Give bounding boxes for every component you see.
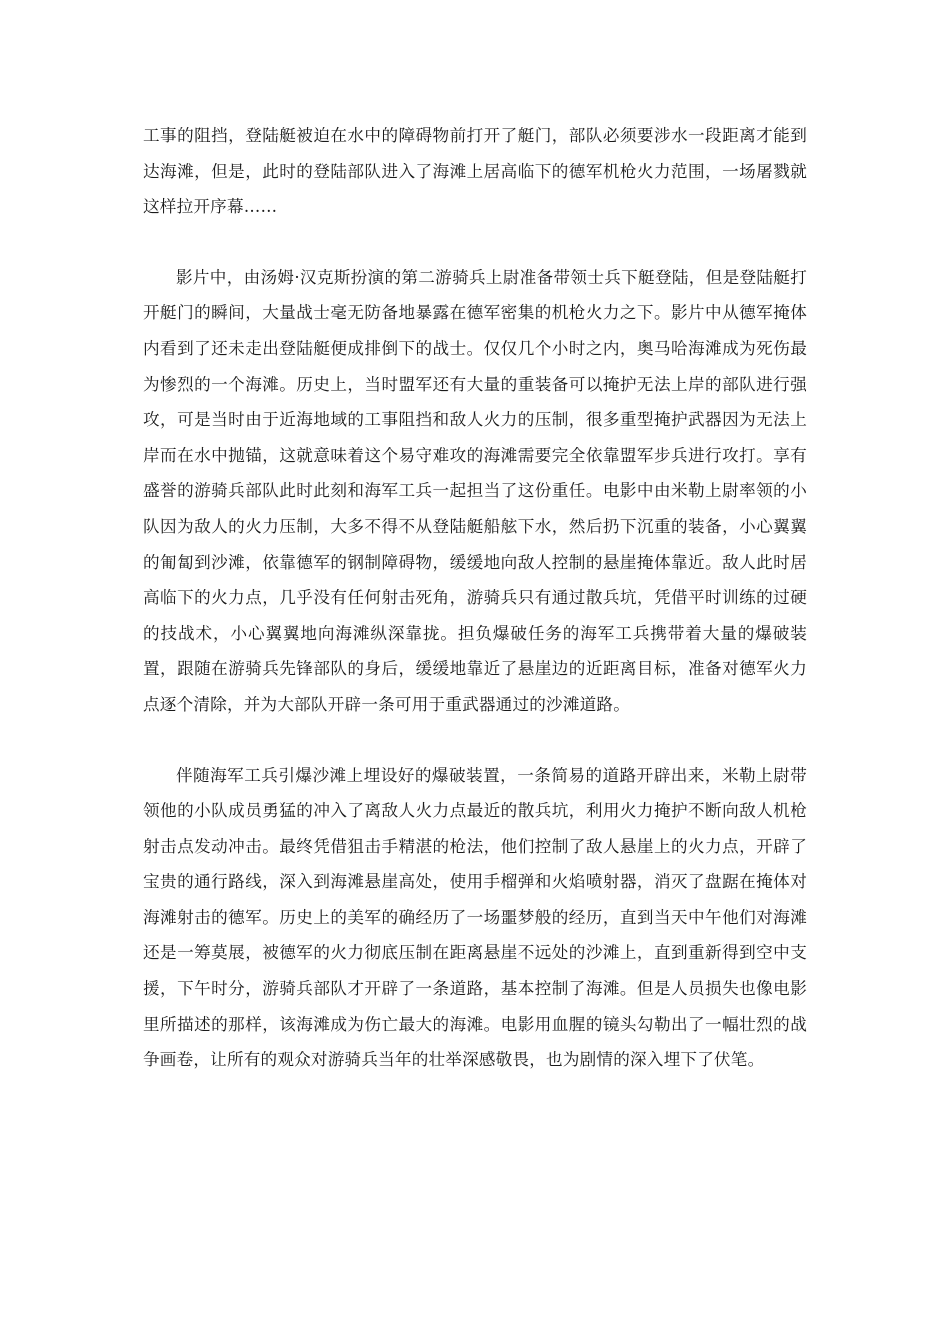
document-body: [143, 118, 807, 1078]
paragraph-3: 伴随海军工兵引爆沙滩上埋设好的爆破装置，一条简易的道路开辟出来，米勒上尉带领他的小队成员勇猛的冲入了离敌人火力点最近的散兵坑，利用火力掩护不断向敌人机枪射击点发动冲击。最终凭借狙击手精湛的枪法，他们控制了敌人悬崖上的火力点，开辟了宝贵的通行路线，深入到海滩悬崖高处，使用手榴弹和火焰喷射器，消灭了盘踞在掩体对海滩射击的德军。历史上的美军的确经历了一场噩梦般的经历，直到当天中午他们对海滩还是一筹莫展，被德军的火力彻底压制在距离悬崖不远处的沙滩上，直到重新得到空中支援，下午时分，游骑兵部队才开辟了一条道路，基本控制了海滩。但是人员损失也像电影里所描述的那样，该海滩成为伤亡最大的海滩。电影用血腥的镜头勾勒出了一幅壮烈的战争画卷，让所有的观众对游骑兵当年的壮举深感敬畏，也为剧情的深入埋下了伏笔。: [143, 765, 807, 1070]
paragraph-2: 影片中，由汤姆·汉克斯扮演的第二游骑兵上尉准备带领士兵下艇登陆，但是登陆艇打开艇门的瞬间，大量战士毫无防备地暴露在德军密集的机枪火力之下。影片中从德军掩体内看到了还未走出登陆艇便成排倒下的战士。仅仅几个小时之内，奥马哈海滩成为死伤最为惨烈的一个海滩。历史上，当时盟军还有大量的重装备可以掩护无法上岸的部队进行强攻，可是当时由于近海地域的工事阻挡和敌人火力的压制，很多重型掩护武器因为无法上岸而在水中抛锚，这就意味着这个易守难攻的海滩需要完全依靠盟军步兵进行攻打。享有盛誉的游骑兵部队此时此刻和海军工兵一起担当了这份重任。电影中由米勒上尉率领的小队因为敌人的火力压制，大多不得不从登陆艇船舷下水，然后扔下沉重的装备，小心翼翼的匍匐到沙滩，依靠德军的钢制障碍物，缓缓地向敌人控制的悬崖掩体靠近。敌人此时居高临下的火力点，几乎没有任何射击死角，游骑兵只有通过散兵坑，凭借平时训练的过硬的技战术，小心翼翼地向海滩纵深靠拢。担负爆破任务的海军工兵携带着大量的爆破装置，跟随在游骑兵先锋部队的身后，缓缓地靠近了悬崖边的近距离目标，准备对德军火力点逐个清除，并为大部队开辟一条可用于重武器通过的沙滩道路。: [143, 267, 807, 714]
paragraph-gap: [143, 225, 807, 260]
paragraph-1: 工事的阻挡，登陆艇被迫在水中的障碍物前打开了艇门，部队必须要涉水一段距离才能到达海滩，但是，此时的登陆部队进入了海滩上居高临下的德军机枪火力范围，一场屠戮就这样拉开序幕……: [143, 126, 807, 217]
paragraph-gap: [143, 723, 807, 758]
